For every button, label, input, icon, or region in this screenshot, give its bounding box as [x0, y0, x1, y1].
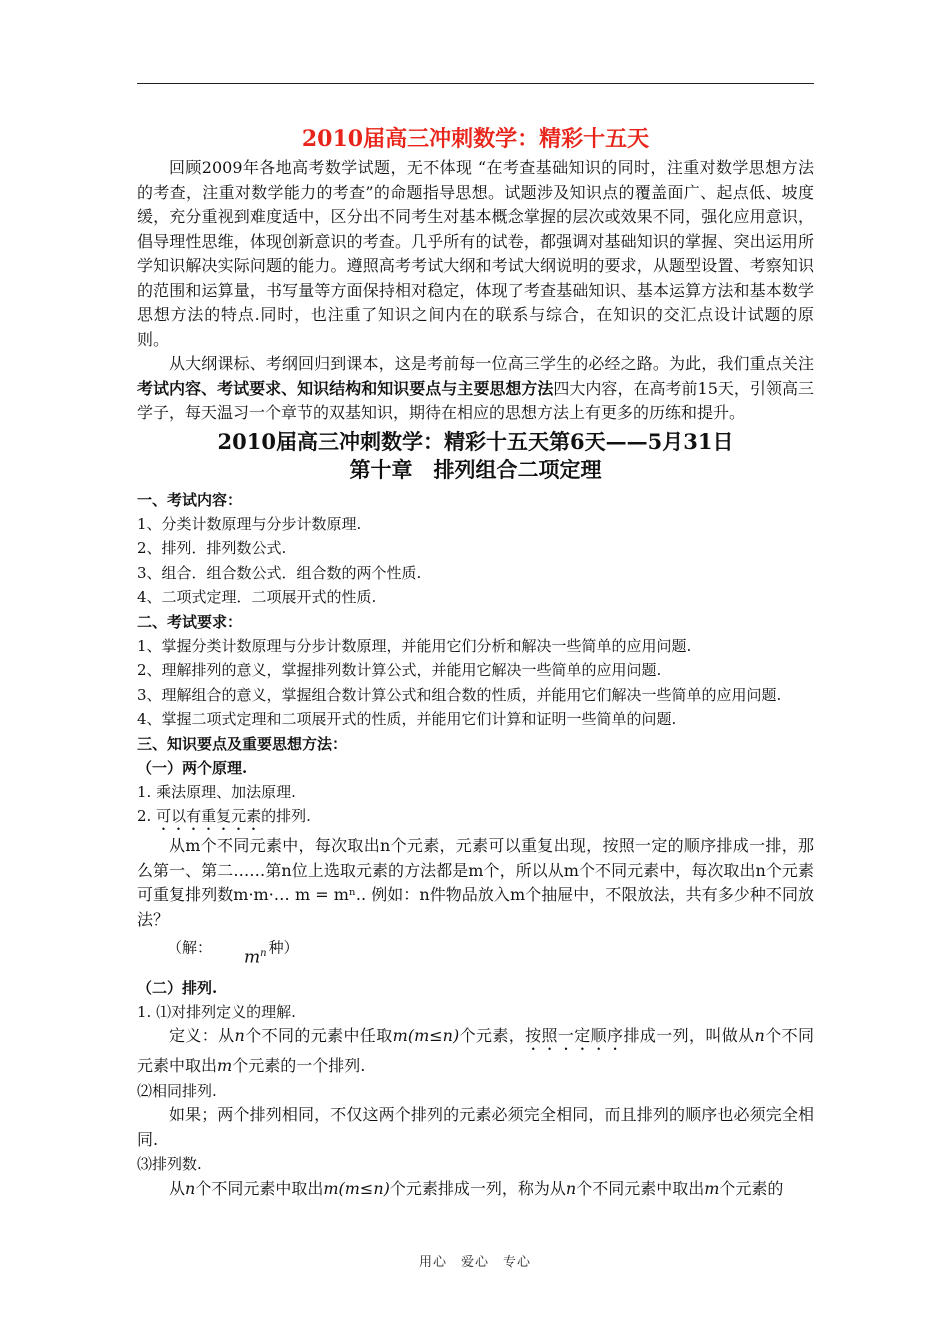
text: 个元素的 — [719, 1178, 784, 1198]
item-number: 2. — [137, 807, 157, 825]
chapter-title: 第十章 排列组合二项定理 — [349, 456, 602, 482]
document-title: 2010届高三冲刺数学：精彩十五天 — [301, 126, 650, 152]
text: 个不同元素中取出 — [195, 1178, 324, 1198]
answer-formula — [214, 942, 267, 970]
emphasized-text: 按照一定顺序 — [525, 1026, 624, 1046]
answer-line — [137, 932, 814, 968]
text: 个不同元素中取出 — [137, 1026, 814, 1076]
same-permutation-paragraph: 如果；两个排列相同，不仅这两个排列的元素必须完全相同，而且排列的顺序也必须完全相同. — [137, 1105, 814, 1149]
list-item: 2、理解排列的意义，掌握排列数计算公式，并能用它解决一些简单的应用问题. — [137, 661, 662, 679]
repeat-permutation-paragraph: 从m个不同元素中，每次取出n个元素，元素可以重复出现，按照一定的顺序排成一排，那么第一、第二……第n位上选取元素的方法都是m个，所以从m个不同元素中，每次取出n个元素可重复排列数m·m·… m = mⁿ.. 例如：n件物品放入m个抽屉中，不限放法，共有多少种不同放法？ — [137, 836, 814, 929]
day-title: 2010届高三冲刺数学：精彩十五天第6天——5月31日 — [217, 428, 734, 454]
intro-text: 从大纲课标、考纲回归到课本，这是考前每一位高三学生的必经之路。为此，我们重点关注 — [169, 354, 814, 373]
intro-paragraph-2 — [137, 352, 814, 426]
var-m: m — [323, 1178, 339, 1198]
var-m: m — [217, 1056, 233, 1076]
intro-text-end: 四大内容，在高考前15天，引领高三学子，每天温习一个章节的双基知识，期待在相应的思想方法上有更多的历练和提升。 — [137, 378, 814, 422]
var-n: n — [754, 1026, 765, 1046]
var-n: n — [565, 1178, 577, 1198]
subsection-two-principles: （一）两个原理. — [137, 758, 248, 777]
text: 个不同元素中取出 — [576, 1178, 705, 1198]
definition-paragraph — [137, 1024, 814, 1079]
document-body — [137, 118, 814, 1201]
list-item: 2、排列．排列数公式. — [137, 539, 287, 557]
section-heading-exam-requirements: 二、考试要求： — [137, 612, 243, 631]
list-item: 3、组合．组合数公式．组合数的两个性质. — [137, 563, 422, 582]
list-item: ⑶排列数. — [137, 1155, 202, 1174]
header-rule — [137, 83, 814, 84]
intro-bold-topics: 考试内容、考试要求、知识结构和知识要点与主要思想方法 — [137, 378, 554, 398]
list-item: 1、分类计数原理与分步计数原理. — [137, 514, 362, 533]
text: 个元素， — [459, 1026, 526, 1046]
condition: (m≤n) — [407, 1026, 460, 1046]
page-footer: 用心 爱心 专心 — [418, 1255, 531, 1270]
list-item: 1. ⑴对排列定义的理解. — [137, 1002, 296, 1021]
formula-exponent: n — [260, 948, 267, 959]
condition: (m≤n) — [338, 1178, 390, 1198]
list-item — [137, 804, 814, 834]
var-n: n — [234, 1026, 245, 1046]
item-text: 的排列. — [261, 807, 311, 825]
permutation-count-paragraph — [137, 1177, 814, 1202]
list-item: 4、掌握二项式定理和二项展开式的性质，并能用它们计算和证明一些简单的问题. — [137, 710, 677, 728]
text: 个元素排成一列，称为从 — [389, 1178, 566, 1198]
list-item: 1. 乘法原理、加法原理. — [137, 782, 296, 801]
list-item: 4、二项式定理．二项展开式的性质. — [137, 588, 377, 606]
text: 个元素的一个排列. — [232, 1056, 366, 1076]
intro-paragraph: 回顾2009年各地高考数学试题，无不体现 “在考查基础知识的同时，注重对数学思想方法的考查，注重对数学能力的考查”的命题指导思想。试题涉及知识点的覆盖面广、起点低、坡度缓，充分重视到难度适中，区分出不同考生对基本概念掌握的层次或效果不同，强化应用意识，倡导理性思维，体现创新意识的考查。几乎所有的试卷，都强调对基础知识的掌握、突出运用所学知识解决实际问题的能力。遵照高考考试大纲和考试大纲说明的要求，从题型设置、考察知识的范围和运算量，书写量等方面保持相对稳定，体现了考查基础知识、基本运算方法和基本数学思想方法的特点.同时，也注重了知识之间内在的联系与综合，在知识的交汇点设计试题的原则。 — [137, 158, 814, 349]
var-m: m — [392, 1026, 408, 1046]
text: 从 — [169, 1178, 186, 1198]
answer-close: 种） — [268, 938, 299, 957]
list-item: 3、理解组合的意义，掌握组合数计算公式和组合数的性质，并能用它们解决一些简单的应用问题. — [137, 685, 782, 704]
list-item: ⑵相同排列. — [137, 1081, 217, 1100]
list-item: 1、掌握分类计数原理与分步计数原理，并能用它们分析和解决一些简单的应用问题. — [137, 636, 692, 655]
section-heading-exam-content: 一、考试内容： — [137, 490, 243, 509]
text: 定义：从 — [169, 1026, 235, 1046]
subsection-permutation: （二）排列. — [137, 978, 218, 997]
text: 个不同的元素中任取 — [244, 1026, 393, 1046]
section-heading-key-points: 三、知识要点及重要思想方法： — [137, 734, 348, 753]
text: 排成一列，叫做从 — [623, 1026, 755, 1046]
var-m: m — [704, 1178, 720, 1198]
emphasized-text: 可以有重复元素 — [156, 807, 262, 825]
answer-open: （解： — [167, 938, 213, 957]
formula-base: m — [244, 947, 261, 968]
var-n: n — [185, 1178, 196, 1198]
